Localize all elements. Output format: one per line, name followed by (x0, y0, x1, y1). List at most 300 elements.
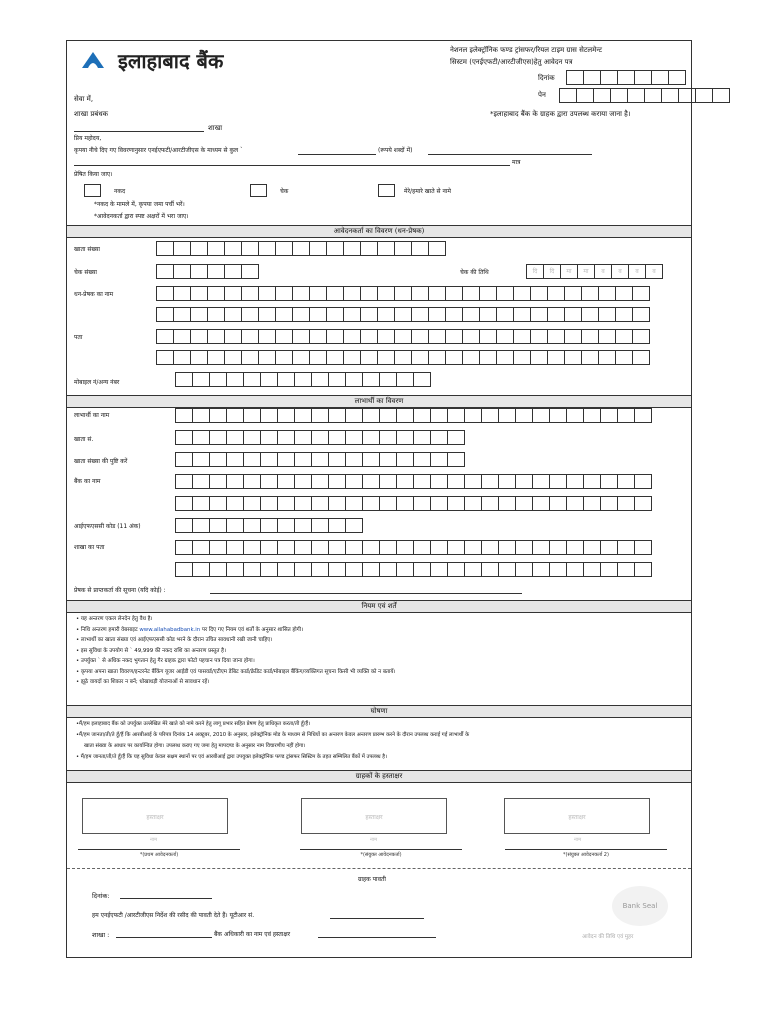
char-box[interactable] (600, 562, 618, 577)
char-box[interactable] (343, 350, 361, 365)
char-box[interactable] (226, 372, 244, 387)
char-box[interactable] (413, 452, 431, 467)
char-box[interactable] (175, 452, 193, 467)
char-box[interactable] (294, 562, 312, 577)
char-box[interactable] (277, 518, 295, 533)
char-box[interactable] (428, 286, 446, 301)
char-box[interactable] (481, 562, 499, 577)
char-box[interactable] (530, 307, 548, 322)
char-box[interactable] (532, 562, 550, 577)
char-box[interactable] (617, 540, 635, 555)
char-box[interactable] (481, 540, 499, 555)
char-box[interactable] (277, 540, 295, 555)
char-box[interactable] (362, 474, 380, 489)
char-box[interactable] (294, 496, 312, 511)
website-link[interactable]: www.allahabadbank.in (139, 626, 201, 633)
char-box[interactable] (532, 474, 550, 489)
char-box[interactable] (258, 286, 276, 301)
branch-name-line[interactable] (74, 131, 204, 132)
char-box[interactable] (447, 540, 465, 555)
char-box[interactable] (496, 307, 514, 322)
remitter-address-boxes-1[interactable] (157, 329, 650, 344)
char-box[interactable] (396, 452, 414, 467)
char-box[interactable] (379, 496, 397, 511)
char-box[interactable] (360, 286, 378, 301)
char-box[interactable] (581, 307, 599, 322)
char-box[interactable] (513, 350, 531, 365)
char-box[interactable] (447, 430, 465, 445)
char-box[interactable] (430, 430, 448, 445)
char-box[interactable] (479, 329, 497, 344)
char-box[interactable] (226, 474, 244, 489)
char-box[interactable] (447, 562, 465, 577)
char-box[interactable] (173, 286, 191, 301)
cheque-date-box[interactable]: व (611, 264, 629, 279)
char-box[interactable] (530, 329, 548, 344)
char-box[interactable] (209, 540, 227, 555)
cheque-date-box[interactable]: व (594, 264, 612, 279)
char-box[interactable] (294, 408, 312, 423)
char-box[interactable] (345, 540, 363, 555)
char-box[interactable] (328, 518, 346, 533)
char-box[interactable] (379, 540, 397, 555)
char-box[interactable] (260, 430, 278, 445)
char-box[interactable] (464, 474, 482, 489)
char-box[interactable] (343, 241, 361, 256)
char-box[interactable] (394, 350, 412, 365)
char-box[interactable] (277, 452, 295, 467)
char-box[interactable] (396, 408, 414, 423)
char-box[interactable] (224, 241, 242, 256)
char-box[interactable] (260, 372, 278, 387)
beneficiary-name-boxes[interactable] (176, 408, 652, 423)
char-box[interactable] (462, 286, 480, 301)
char-box[interactable] (549, 562, 567, 577)
beneficiary-bank-boxes-2[interactable] (176, 496, 652, 511)
char-box[interactable] (226, 408, 244, 423)
char-box[interactable] (479, 350, 497, 365)
char-box[interactable] (292, 286, 310, 301)
char-box[interactable] (411, 286, 429, 301)
char-box[interactable] (394, 241, 412, 256)
char-box[interactable] (430, 562, 448, 577)
cheque-date-box[interactable]: व (645, 264, 663, 279)
char-box[interactable] (413, 372, 431, 387)
char-box[interactable] (644, 88, 662, 103)
char-box[interactable] (209, 430, 227, 445)
cheque-date-box[interactable]: दि (543, 264, 561, 279)
char-box[interactable] (226, 452, 244, 467)
char-box[interactable] (224, 286, 242, 301)
char-box[interactable] (326, 286, 344, 301)
char-box[interactable] (462, 329, 480, 344)
char-box[interactable] (583, 562, 601, 577)
char-box[interactable] (258, 241, 276, 256)
char-box[interactable] (156, 329, 174, 344)
char-box[interactable] (532, 408, 550, 423)
char-box[interactable] (566, 562, 584, 577)
char-box[interactable] (566, 70, 584, 85)
remitter-address-boxes-2[interactable] (157, 350, 650, 365)
char-box[interactable] (617, 70, 635, 85)
date-boxes[interactable] (567, 70, 686, 85)
cheque-date-boxes[interactable] (527, 264, 663, 279)
char-box[interactable] (496, 350, 514, 365)
char-box[interactable] (379, 474, 397, 489)
char-box[interactable] (345, 518, 363, 533)
char-box[interactable] (600, 540, 618, 555)
char-box[interactable] (396, 496, 414, 511)
char-box[interactable] (192, 372, 210, 387)
char-box[interactable] (379, 372, 397, 387)
char-box[interactable] (258, 329, 276, 344)
char-box[interactable] (362, 540, 380, 555)
char-box[interactable] (634, 70, 652, 85)
char-box[interactable] (345, 408, 363, 423)
char-box[interactable] (362, 372, 380, 387)
char-box[interactable] (362, 496, 380, 511)
char-box[interactable] (260, 452, 278, 467)
char-box[interactable] (632, 307, 650, 322)
char-box[interactable] (379, 430, 397, 445)
char-box[interactable] (294, 430, 312, 445)
char-box[interactable] (277, 408, 295, 423)
char-box[interactable] (226, 430, 244, 445)
cheque-date-box[interactable]: मा (577, 264, 595, 279)
char-box[interactable] (581, 350, 599, 365)
char-box[interactable] (617, 408, 635, 423)
char-box[interactable] (496, 286, 514, 301)
char-box[interactable] (430, 496, 448, 511)
char-box[interactable] (464, 540, 482, 555)
char-box[interactable] (360, 241, 378, 256)
char-box[interactable] (260, 496, 278, 511)
mobile-boxes[interactable] (176, 372, 431, 387)
amount-words-line[interactable] (428, 154, 592, 155)
char-box[interactable] (345, 496, 363, 511)
char-box[interactable] (396, 372, 414, 387)
char-box[interactable] (464, 408, 482, 423)
char-box[interactable] (530, 286, 548, 301)
char-box[interactable] (661, 88, 679, 103)
char-box[interactable] (241, 264, 259, 279)
cheque-date-box[interactable]: मा (560, 264, 578, 279)
char-box[interactable] (413, 408, 431, 423)
char-box[interactable] (277, 474, 295, 489)
char-box[interactable] (430, 540, 448, 555)
char-box[interactable] (275, 286, 293, 301)
char-box[interactable] (326, 350, 344, 365)
char-box[interactable] (224, 264, 242, 279)
char-box[interactable] (309, 286, 327, 301)
char-box[interactable] (173, 329, 191, 344)
char-box[interactable] (294, 540, 312, 555)
char-box[interactable] (277, 562, 295, 577)
char-box[interactable] (243, 372, 261, 387)
char-box[interactable] (583, 540, 601, 555)
signature-line-3[interactable] (505, 849, 667, 850)
char-box[interactable] (343, 329, 361, 344)
char-box[interactable] (360, 307, 378, 322)
char-box[interactable] (615, 350, 633, 365)
char-box[interactable] (464, 562, 482, 577)
char-box[interactable] (192, 430, 210, 445)
char-box[interactable] (345, 562, 363, 577)
char-box[interactable] (547, 350, 565, 365)
char-box[interactable] (192, 496, 210, 511)
char-box[interactable] (277, 372, 295, 387)
char-box[interactable] (156, 241, 174, 256)
char-box[interactable] (566, 474, 584, 489)
signature-box-2[interactable] (301, 798, 447, 834)
char-box[interactable] (311, 452, 329, 467)
char-box[interactable] (173, 307, 191, 322)
char-box[interactable] (360, 329, 378, 344)
char-box[interactable] (377, 241, 395, 256)
char-box[interactable] (156, 350, 174, 365)
char-box[interactable] (634, 540, 652, 555)
receipt-date-line[interactable] (120, 898, 212, 899)
char-box[interactable] (481, 408, 499, 423)
char-box[interactable] (377, 307, 395, 322)
char-box[interactable] (175, 562, 193, 577)
char-box[interactable] (241, 241, 259, 256)
char-box[interactable] (428, 329, 446, 344)
char-box[interactable] (566, 496, 584, 511)
char-box[interactable] (513, 286, 531, 301)
char-box[interactable] (498, 408, 516, 423)
char-box[interactable] (547, 286, 565, 301)
cheque-date-box[interactable]: व (628, 264, 646, 279)
char-box[interactable] (396, 474, 414, 489)
char-box[interactable] (532, 496, 550, 511)
char-box[interactable] (445, 350, 463, 365)
char-box[interactable] (207, 241, 225, 256)
char-box[interactable] (156, 307, 174, 322)
char-box[interactable] (583, 408, 601, 423)
char-box[interactable] (600, 408, 618, 423)
char-box[interactable] (428, 307, 446, 322)
amount-figures-line[interactable] (298, 154, 376, 155)
char-box[interactable] (583, 474, 601, 489)
char-box[interactable] (411, 329, 429, 344)
char-box[interactable] (712, 88, 730, 103)
char-box[interactable] (207, 286, 225, 301)
char-box[interactable] (513, 307, 531, 322)
char-box[interactable] (175, 496, 193, 511)
char-box[interactable] (362, 562, 380, 577)
char-box[interactable] (481, 496, 499, 511)
char-box[interactable] (243, 496, 261, 511)
char-box[interactable] (345, 474, 363, 489)
signature-line-2[interactable] (300, 849, 462, 850)
char-box[interactable] (634, 474, 652, 489)
char-box[interactable] (277, 496, 295, 511)
char-box[interactable] (311, 562, 329, 577)
char-box[interactable] (311, 540, 329, 555)
remitter-message-line[interactable] (210, 593, 522, 594)
char-box[interactable] (515, 562, 533, 577)
char-box[interactable] (294, 474, 312, 489)
beneficiary-account-boxes[interactable] (176, 430, 465, 445)
char-box[interactable] (309, 350, 327, 365)
char-box[interactable] (430, 474, 448, 489)
char-box[interactable] (360, 350, 378, 365)
char-box[interactable] (515, 496, 533, 511)
char-box[interactable] (260, 562, 278, 577)
char-box[interactable] (411, 241, 429, 256)
char-box[interactable] (583, 70, 601, 85)
char-box[interactable] (343, 286, 361, 301)
char-box[interactable] (311, 496, 329, 511)
char-box[interactable] (173, 264, 191, 279)
char-box[interactable] (175, 518, 193, 533)
remitter-name-boxes-1[interactable] (157, 286, 650, 301)
char-box[interactable] (190, 241, 208, 256)
char-box[interactable] (634, 496, 652, 511)
char-box[interactable] (309, 329, 327, 344)
char-box[interactable] (311, 408, 329, 423)
char-box[interactable] (175, 372, 193, 387)
char-box[interactable] (311, 518, 329, 533)
char-box[interactable] (430, 452, 448, 467)
char-box[interactable] (192, 518, 210, 533)
char-box[interactable] (498, 540, 516, 555)
char-box[interactable] (328, 430, 346, 445)
char-box[interactable] (394, 307, 412, 322)
char-box[interactable] (549, 496, 567, 511)
cheque-number-boxes[interactable] (157, 264, 259, 279)
char-box[interactable] (379, 408, 397, 423)
char-box[interactable] (615, 286, 633, 301)
char-box[interactable] (241, 307, 259, 322)
char-box[interactable] (413, 474, 431, 489)
char-box[interactable] (328, 540, 346, 555)
char-box[interactable] (396, 540, 414, 555)
char-box[interactable] (411, 307, 429, 322)
confirm-account-boxes[interactable] (176, 452, 465, 467)
char-box[interactable] (309, 241, 327, 256)
amount-words-line-2[interactable] (74, 165, 510, 166)
char-box[interactable] (396, 430, 414, 445)
char-box[interactable] (447, 452, 465, 467)
ifsc-boxes[interactable] (176, 518, 363, 533)
char-box[interactable] (447, 474, 465, 489)
char-box[interactable] (413, 540, 431, 555)
beneficiary-bank-boxes-1[interactable] (176, 474, 652, 489)
char-box[interactable] (328, 562, 346, 577)
char-box[interactable] (190, 307, 208, 322)
char-box[interactable] (226, 562, 244, 577)
char-box[interactable] (209, 474, 227, 489)
char-box[interactable] (207, 307, 225, 322)
char-box[interactable] (428, 350, 446, 365)
char-box[interactable] (173, 241, 191, 256)
char-box[interactable] (311, 430, 329, 445)
char-box[interactable] (445, 329, 463, 344)
char-box[interactable] (207, 264, 225, 279)
pan-boxes[interactable] (560, 88, 730, 103)
char-box[interactable] (610, 88, 628, 103)
receipt-branch-line[interactable] (116, 937, 212, 938)
char-box[interactable] (600, 70, 618, 85)
char-box[interactable] (515, 474, 533, 489)
char-box[interactable] (192, 408, 210, 423)
char-box[interactable] (566, 540, 584, 555)
char-box[interactable] (496, 329, 514, 344)
char-box[interactable] (513, 329, 531, 344)
char-box[interactable] (292, 329, 310, 344)
char-box[interactable] (668, 70, 686, 85)
char-box[interactable] (173, 350, 191, 365)
char-box[interactable] (224, 329, 242, 344)
char-box[interactable] (209, 372, 227, 387)
char-box[interactable] (209, 496, 227, 511)
char-box[interactable] (632, 286, 650, 301)
char-box[interactable] (226, 540, 244, 555)
char-box[interactable] (632, 350, 650, 365)
char-box[interactable] (564, 329, 582, 344)
officer-signature-line[interactable] (318, 937, 436, 938)
char-box[interactable] (583, 496, 601, 511)
char-box[interactable] (462, 307, 480, 322)
char-box[interactable] (379, 452, 397, 467)
char-box[interactable] (175, 540, 193, 555)
char-box[interactable] (311, 474, 329, 489)
char-box[interactable] (156, 264, 174, 279)
char-box[interactable] (294, 518, 312, 533)
char-box[interactable] (498, 496, 516, 511)
char-box[interactable] (447, 496, 465, 511)
char-box[interactable] (258, 307, 276, 322)
remitter-name-boxes-2[interactable] (157, 307, 650, 322)
char-box[interactable] (549, 474, 567, 489)
account-debit-checkbox[interactable] (378, 184, 395, 197)
char-box[interactable] (241, 329, 259, 344)
char-box[interactable] (576, 88, 594, 103)
char-box[interactable] (362, 430, 380, 445)
char-box[interactable] (224, 350, 242, 365)
char-box[interactable] (479, 307, 497, 322)
cheque-checkbox[interactable] (250, 184, 267, 197)
char-box[interactable] (209, 408, 227, 423)
char-box[interactable] (328, 408, 346, 423)
char-box[interactable] (243, 540, 261, 555)
char-box[interactable] (192, 562, 210, 577)
char-box[interactable] (275, 329, 293, 344)
char-box[interactable] (192, 474, 210, 489)
char-box[interactable] (328, 452, 346, 467)
char-box[interactable] (547, 307, 565, 322)
char-box[interactable] (678, 88, 696, 103)
char-box[interactable] (445, 286, 463, 301)
char-box[interactable] (394, 286, 412, 301)
char-box[interactable] (241, 350, 259, 365)
applicant-account-boxes[interactable] (157, 241, 446, 256)
char-box[interactable] (226, 518, 244, 533)
char-box[interactable] (224, 307, 242, 322)
char-box[interactable] (243, 408, 261, 423)
char-box[interactable] (192, 452, 210, 467)
char-box[interactable] (241, 286, 259, 301)
char-box[interactable] (547, 329, 565, 344)
char-box[interactable] (328, 496, 346, 511)
char-box[interactable] (292, 307, 310, 322)
char-box[interactable] (549, 408, 567, 423)
char-box[interactable] (190, 329, 208, 344)
char-box[interactable] (243, 430, 261, 445)
char-box[interactable] (549, 540, 567, 555)
